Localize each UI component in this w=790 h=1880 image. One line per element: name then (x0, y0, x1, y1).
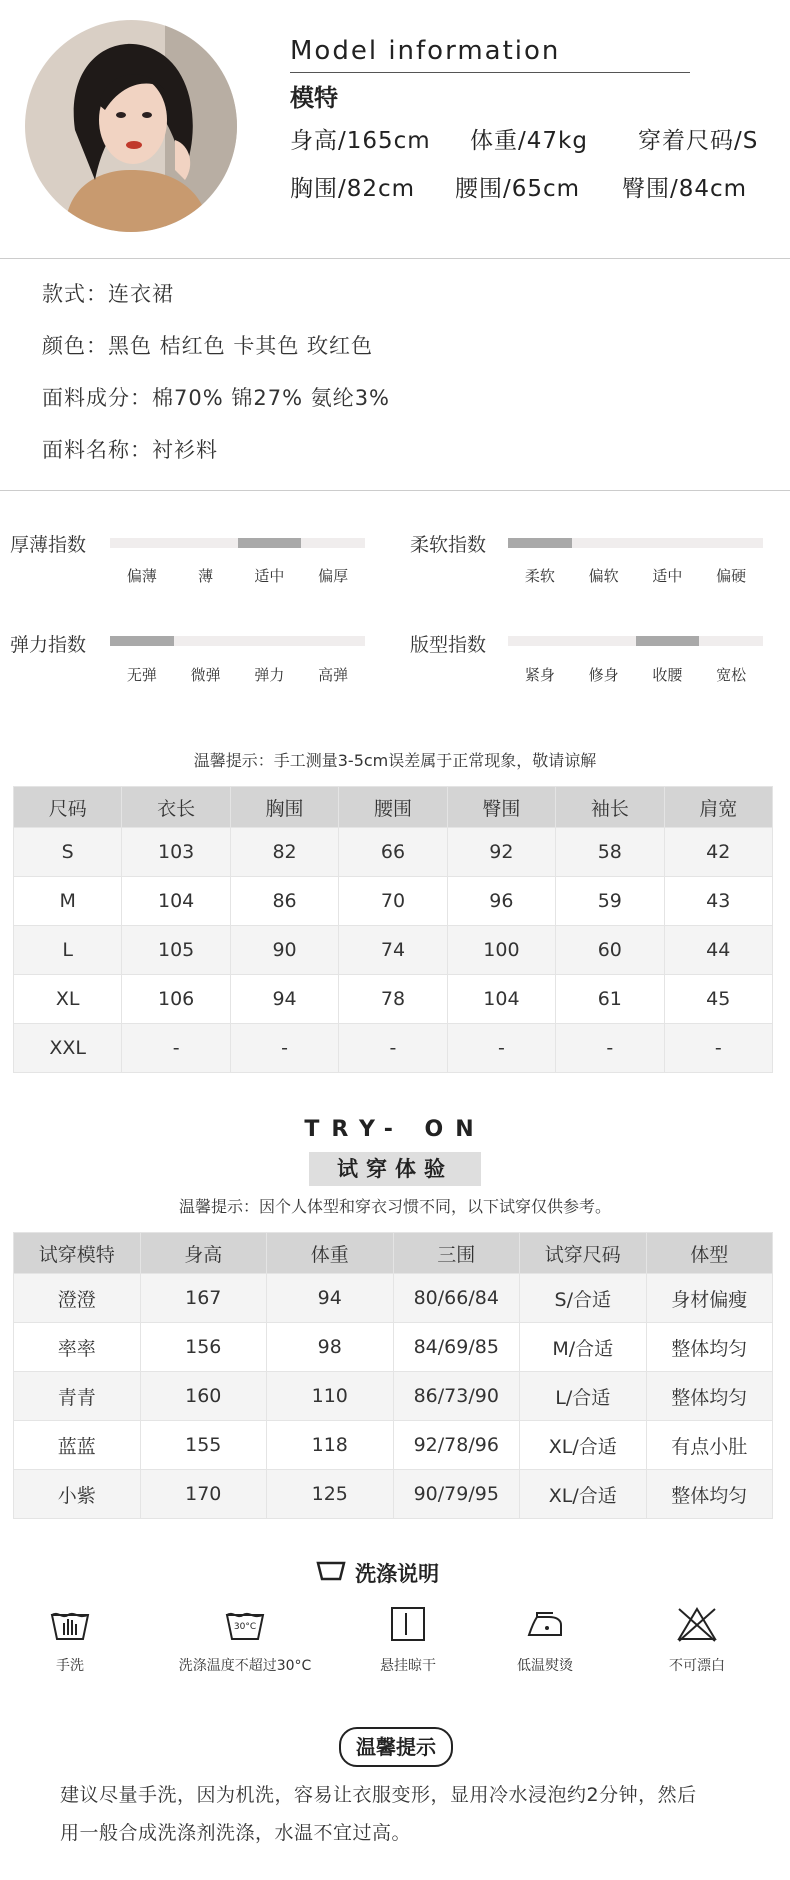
table-cell: 58 (556, 828, 664, 877)
table-cell: XL/合适 (520, 1421, 647, 1470)
table-header-cell: 肩宽 (664, 787, 772, 828)
index-option: 偏厚 (318, 567, 349, 585)
table-cell: - (339, 1024, 447, 1073)
table-cell: 92/78/96 (393, 1421, 520, 1470)
care-label: 不可漂白 (669, 1658, 725, 1674)
table-cell: 86/73/90 (393, 1372, 520, 1421)
section-divider (0, 258, 790, 259)
table-cell: 小紫 (14, 1470, 141, 1519)
table-cell: 156 (140, 1323, 267, 1372)
table-cell: 44 (664, 926, 772, 975)
table-cell: 170 (140, 1470, 267, 1519)
table-cell: 42 (664, 828, 772, 877)
model-size: 穿着尺码/S (638, 128, 759, 154)
index-option: 弹力 (254, 666, 285, 684)
table-header-cell: 胸围 (230, 787, 338, 828)
table-cell: 80/66/84 (393, 1274, 520, 1323)
size-note: 温馨提示：手工测量3-5cm误差属于正常现象，敬请谅解 (193, 751, 597, 770)
table-cell: 94 (267, 1274, 394, 1323)
model-avatar (25, 20, 237, 232)
table-header-cell: 尺码 (14, 787, 122, 828)
table-cell: M (14, 877, 122, 926)
table-cell: 155 (140, 1421, 267, 1470)
spec-style: 款式：连衣裙 (42, 282, 174, 306)
table-cell: 104 (122, 877, 230, 926)
table-cell: 66 (339, 828, 447, 877)
table-header-cell: 衣长 (122, 787, 230, 828)
index-option: 修身 (588, 666, 619, 684)
index-option: 宽松 (716, 666, 747, 684)
wash-temp-text: 30°C (233, 1622, 257, 1632)
index-marker (508, 538, 572, 548)
care-label: 手洗 (56, 1658, 84, 1674)
table-cell: 105 (122, 926, 230, 975)
model-waist: 腰围/65cm (455, 176, 581, 202)
index-option: 紧身 (524, 666, 555, 684)
table-cell: 澄澄 (14, 1274, 141, 1323)
table-cell: XL (14, 975, 122, 1024)
table-cell: M/合适 (520, 1323, 647, 1372)
index-option: 适中 (652, 567, 683, 585)
spec-fabric: 面料名称：衬衫料 (42, 438, 218, 462)
table-cell: - (230, 1024, 338, 1073)
care-hand-wash (5, 1605, 135, 1675)
table-cell: 45 (664, 975, 772, 1024)
table-cell: - (122, 1024, 230, 1073)
table-cell: 84/69/85 (393, 1323, 520, 1372)
index-marker (636, 636, 700, 646)
care-wash-temp (170, 1605, 320, 1675)
index-option: 无弹 (126, 666, 157, 684)
care-label: 悬挂晾干 (380, 1658, 436, 1674)
index-option: 偏薄 (126, 567, 157, 585)
table-cell: 92 (447, 828, 555, 877)
index-track (508, 538, 763, 548)
low-iron-icon (523, 1628, 567, 1647)
index-option: 柔软 (524, 567, 555, 585)
care-label: 洗涤温度不超过30°C (178, 1658, 312, 1674)
index-label: 版型指数 (410, 634, 487, 656)
table-cell: 90/79/95 (393, 1470, 520, 1519)
table-cell: 94 (230, 975, 338, 1024)
tryon-note: 温馨提示：因个人体型和穿衣习惯不同，以下试穿仅供参考。 (178, 1197, 611, 1216)
table-cell: 86 (230, 877, 338, 926)
model-hip: 臀围/84cm (622, 176, 748, 202)
table-cell: 身材偏瘦 (646, 1274, 773, 1323)
table-cell: 青青 (14, 1372, 141, 1421)
table-cell: 74 (339, 926, 447, 975)
table-row (14, 828, 773, 877)
spec-composition: 面料成分：棉70% 锦27% 氨纶3% (42, 386, 391, 410)
tips-line-2: 用一般合成洗涤剂洗涤，水温不宜过高。 (60, 1822, 412, 1844)
table-cell: 118 (267, 1421, 394, 1470)
table-cell: 整体均匀 (646, 1470, 773, 1519)
model-info-title: Model information (290, 36, 561, 66)
table-cell: 104 (447, 975, 555, 1024)
table-cell: 82 (230, 828, 338, 877)
care-hang-dry (343, 1605, 473, 1675)
index-label: 柔软指数 (410, 534, 487, 556)
table-row (14, 1470, 773, 1519)
table-row (14, 1421, 773, 1470)
table-header-cell: 试穿尺码 (520, 1233, 647, 1274)
tryon-title: TRY- ON (304, 1117, 486, 1142)
table-cell: 125 (267, 1470, 394, 1519)
table-cell: 60 (556, 926, 664, 975)
table-cell: 43 (664, 877, 772, 926)
table-row (14, 1024, 773, 1073)
model-subtitle: 模特 (290, 84, 338, 112)
hang-dry-icon (389, 1628, 427, 1647)
table-cell: L/合适 (520, 1372, 647, 1421)
table-cell: 110 (267, 1372, 394, 1421)
table-cell: - (664, 1024, 772, 1073)
table-cell: 整体均匀 (646, 1372, 773, 1421)
table-cell: 有点小肚 (646, 1421, 773, 1470)
table-cell: 蓝蓝 (14, 1421, 141, 1470)
table-header-cell: 试穿模特 (14, 1233, 141, 1274)
model-weight: 体重/47kg (470, 128, 588, 154)
table-cell: XL/合适 (520, 1470, 647, 1519)
table-header-cell: 腰围 (339, 787, 447, 828)
table-header-cell: 体重 (267, 1233, 394, 1274)
table-cell: XXL (14, 1024, 122, 1073)
wash-temp-icon (223, 1605, 267, 1643)
table-cell: 90 (230, 926, 338, 975)
table-row (14, 975, 773, 1024)
tips-line-1: 建议尽量手洗，因为机洗，容易让衣服变形，显用冷水浸泡约2分钟，然后 (60, 1784, 697, 1806)
table-cell: 整体均匀 (646, 1323, 773, 1372)
table-row (14, 1323, 773, 1372)
table-header-cell: 臀围 (447, 787, 555, 828)
table-header-cell: 三围 (393, 1233, 520, 1274)
table-cell: 160 (140, 1372, 267, 1421)
table-cell: 100 (447, 926, 555, 975)
index-option: 薄 (198, 567, 214, 585)
table-cell: 98 (267, 1323, 394, 1372)
tips-title: 温馨提示 (339, 1727, 453, 1767)
basin-icon (316, 1560, 346, 1586)
wash-title: 洗涤说明 (355, 1562, 440, 1586)
index-option: 适中 (254, 567, 285, 585)
index-option: 收腰 (652, 666, 683, 684)
table-header-cell: 体型 (646, 1233, 773, 1274)
table-cell: - (447, 1024, 555, 1073)
table-row (14, 1274, 773, 1323)
index-option: 偏硬 (716, 567, 747, 585)
index-track (508, 636, 763, 646)
table-cell: 59 (556, 877, 664, 926)
size-table (13, 786, 773, 1073)
table-cell: 106 (122, 975, 230, 1024)
index-option: 微弹 (190, 666, 221, 684)
table-cell: 78 (339, 975, 447, 1024)
table-cell: 61 (556, 975, 664, 1024)
index-track (110, 636, 365, 646)
table-cell: - (556, 1024, 664, 1073)
no-bleach-icon (675, 1628, 719, 1647)
tryon-subtitle: 试穿体验 (309, 1152, 481, 1186)
table-cell: L (14, 926, 122, 975)
index-marker (238, 538, 302, 548)
index-option: 偏软 (588, 567, 619, 585)
section-divider (0, 490, 790, 491)
index-label: 弹力指数 (10, 634, 87, 656)
care-label: 低温熨烫 (517, 1658, 573, 1674)
model-bust: 胸围/82cm (290, 176, 416, 202)
table-header-cell: 身高 (140, 1233, 267, 1274)
index-option: 高弹 (318, 666, 349, 684)
care-low-iron (480, 1605, 610, 1675)
title-divider (290, 72, 690, 73)
table-cell: S (14, 828, 122, 877)
wash-heading (316, 1558, 439, 1588)
index-track (110, 538, 365, 548)
table-row (14, 926, 773, 975)
table-cell: 167 (140, 1274, 267, 1323)
index-label: 厚薄指数 (10, 534, 87, 556)
table-cell: 96 (447, 877, 555, 926)
spec-colors: 颜色：黑色 桔红色 卡其色 玫红色 (42, 334, 374, 358)
table-row (14, 1372, 773, 1421)
tryon-table (13, 1232, 773, 1519)
index-marker (110, 636, 174, 646)
table-header-cell: 袖长 (556, 787, 664, 828)
table-cell: S/合适 (520, 1274, 647, 1323)
table-row (14, 877, 773, 926)
table-cell: 率率 (14, 1323, 141, 1372)
hand-wash-icon (48, 1628, 92, 1647)
table-cell: 103 (122, 828, 230, 877)
table-cell: 70 (339, 877, 447, 926)
model-height: 身高/165cm (290, 128, 431, 154)
care-no-bleach (632, 1605, 762, 1675)
